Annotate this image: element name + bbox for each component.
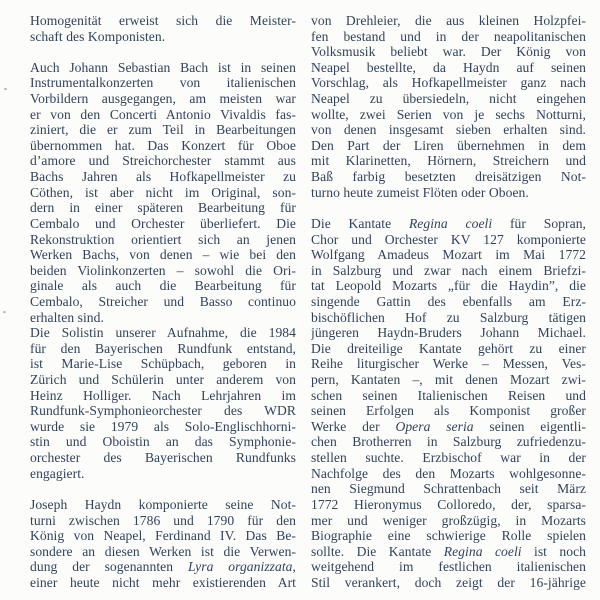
text-line: 1772 Hieronymus Colloredo, der, sparsa-: [311, 496, 586, 512]
scan-speck: [3, 311, 6, 313]
text-line: Nachfolge des den Mozarts wohlgesonne-: [311, 465, 586, 481]
text-line: fen bestand und in der neapolitanischen: [311, 28, 586, 44]
text-line: weitgehend im festlichen italienischen: [311, 559, 586, 575]
text-line: bischöflichen Hof zu Salzburg tätigen: [311, 309, 586, 325]
text-line: stellen suchte. Erzbischof war in der: [311, 450, 586, 466]
text-line: Die dreiteilige Kantate gehört zu einer: [311, 340, 586, 356]
text-line: Die Solistin unserer Aufnahme, die 1984: [30, 325, 296, 341]
text-line: beiden Violinkonzerten – sowohl die Ori-: [30, 262, 296, 278]
text-line: Cembalo und Orchester überliefert. Die: [30, 215, 296, 231]
text-line: chen Brotherren in Salzburg zufriedenzu-: [311, 434, 586, 450]
text-line: dung der sogenannten Lyra organizzata,: [30, 559, 296, 575]
text-column-left: [30, 13, 296, 591]
text-line: Stil verankert, doch zeigt der 16-jährige: [311, 574, 586, 590]
text-line: Biographie eine schwierige Rolle spielen: [311, 528, 586, 544]
text-line: jüngeren Haydn-Bruders Johann Michael.: [311, 325, 586, 341]
text-line: orchester des Bayerischen Rundfunks: [30, 450, 296, 466]
text-line: Joseph Haydn komponierte seine Not-: [30, 496, 296, 512]
text-line: Vorschlag, als Hofkapellmeister ganz nach: [311, 75, 586, 91]
text-line: in Salzburg und zwar nach einem Briefzi-: [311, 262, 586, 278]
text-line: tat Leopold Mozarts „für die Haydin”, die: [311, 278, 586, 294]
text-line: übernommen hat. Das Konzert für Oboe: [30, 137, 296, 153]
text-line: mit Klarinetten, Hörnern, Streichern und: [311, 153, 586, 169]
text-line: wurde sie 1979 als Solo-Englischhorni-: [30, 418, 296, 434]
text-line: Heinz Holliger. Nach Lehrjahren im: [30, 387, 296, 403]
text-line: Cöthen, ist aber nicht im Original, son-: [30, 184, 296, 200]
text-line: Werken Bachs, von denen – wie bei den: [30, 247, 296, 263]
text-line: ist Marie-Lise Schüpbach, geboren in: [30, 356, 296, 372]
scan-speck: [4, 88, 7, 90]
text-line: d’amore und Streichorchester stammt aus: [30, 153, 296, 169]
text-line: Instrumentalkonzerten von italienischen: [30, 75, 296, 91]
text-line: nen Siegmund Schrattenbach seit März: [311, 481, 586, 497]
text-line: Cembalo, Streicher und Basso continuo: [30, 293, 296, 309]
text-line: Die Kantate Regina coeli für Sopran,: [311, 215, 586, 231]
paragraph-gap: [30, 44, 296, 60]
text-line: Auch Johann Sebastian Bach ist in seinen: [30, 59, 296, 75]
text-line: Reihe liturgischer Werke – Messen, Ves-: [311, 356, 586, 372]
paragraph-gap: [311, 200, 586, 216]
text-line: seinen Erfolgen als Komponist großer: [311, 403, 586, 419]
text-line: Wolfgang Amadeus Mozart im Mai 1772: [311, 247, 586, 263]
text-line: Den Part der Liren übernehmen in dem: [311, 137, 586, 153]
text-line: Neapel bestellte, da Haydn auf seinen: [311, 59, 586, 75]
text-line: pern, Kantaten –, mit denen Mozart zwi-: [311, 372, 586, 388]
text-line: Baß farbig besetzten dreisätzigen Not-: [311, 169, 586, 185]
paragraph-gap: [30, 481, 296, 497]
text-line: für den Bayerischen Rundfunk entstand,: [30, 340, 296, 356]
text-line: Chor und Orchester KV 127 komponierte: [311, 231, 586, 247]
text-column-right: [311, 13, 586, 591]
text-line: König von Neapel, Ferdinand IV. Das Be-: [30, 528, 296, 544]
text-line: turno heute zumeist Flöten oder Oboen.: [311, 184, 529, 200]
text-line: sondere an diesen Werken ist die Verwen-: [30, 543, 296, 559]
text-line: dern in einer späteren Bearbeitung für: [30, 200, 296, 216]
text-line: schen seinen Italienischen Reisen und: [311, 387, 586, 403]
text-line: schaft des Komponisten.: [30, 28, 166, 44]
text-line: er von den Concerti Antonio Vivaldis fas-: [30, 106, 296, 122]
text-line: mer und weniger großzügig, in Mozarts: [311, 512, 586, 528]
text-line: sollte. Die Kantate Regina coeli ist noch: [311, 543, 586, 559]
text-line: einer heute nicht mehr existierenden Art: [30, 574, 296, 590]
text-line: von Drehleier, die aus kleinen Holzpfei-: [311, 13, 586, 28]
text-line: ginale als auch die Bearbeitung für: [30, 278, 296, 294]
text-line: Werke der Opera seria seinen eigentli-: [311, 418, 586, 434]
text-line: Volksmusik beliebt war. Der König von: [311, 44, 586, 60]
text-line: Vorbildern ausgegangen, am meisten war: [30, 91, 296, 107]
text-line: Neapel zu übersiedeln, nicht eingehen: [311, 91, 586, 107]
text-line: von denen insgesamt sieben erhalten sind.: [311, 122, 586, 138]
text-line: singende Gattin des ebenfalls am Erz-: [311, 293, 586, 309]
text-line: turni zwischen 1786 und 1790 für den: [30, 512, 296, 528]
text-line: Zürich und Schülerin unter anderem von: [30, 372, 296, 388]
text-line: Rundfunk-Symphonieorchester des WDR: [30, 403, 296, 419]
text-line: Bachs Jahren als Hofkapellmeister zu: [30, 169, 296, 185]
text-line: stin und Oboistin an das Symphonie-: [30, 434, 296, 450]
text-line: engagiert.: [30, 465, 85, 481]
text-line: Homogenität erweist sich die Meister-: [30, 13, 296, 28]
text-line: ziniert, die er zum Teil in Bearbeitungen: [30, 122, 296, 138]
text-line: wollte, zwei Serien von je sechs Notturni,: [311, 106, 586, 122]
text-line: Rekonstruktion orientiert sich an jenen: [30, 231, 296, 247]
text-line: erhalten sind.: [30, 309, 104, 325]
